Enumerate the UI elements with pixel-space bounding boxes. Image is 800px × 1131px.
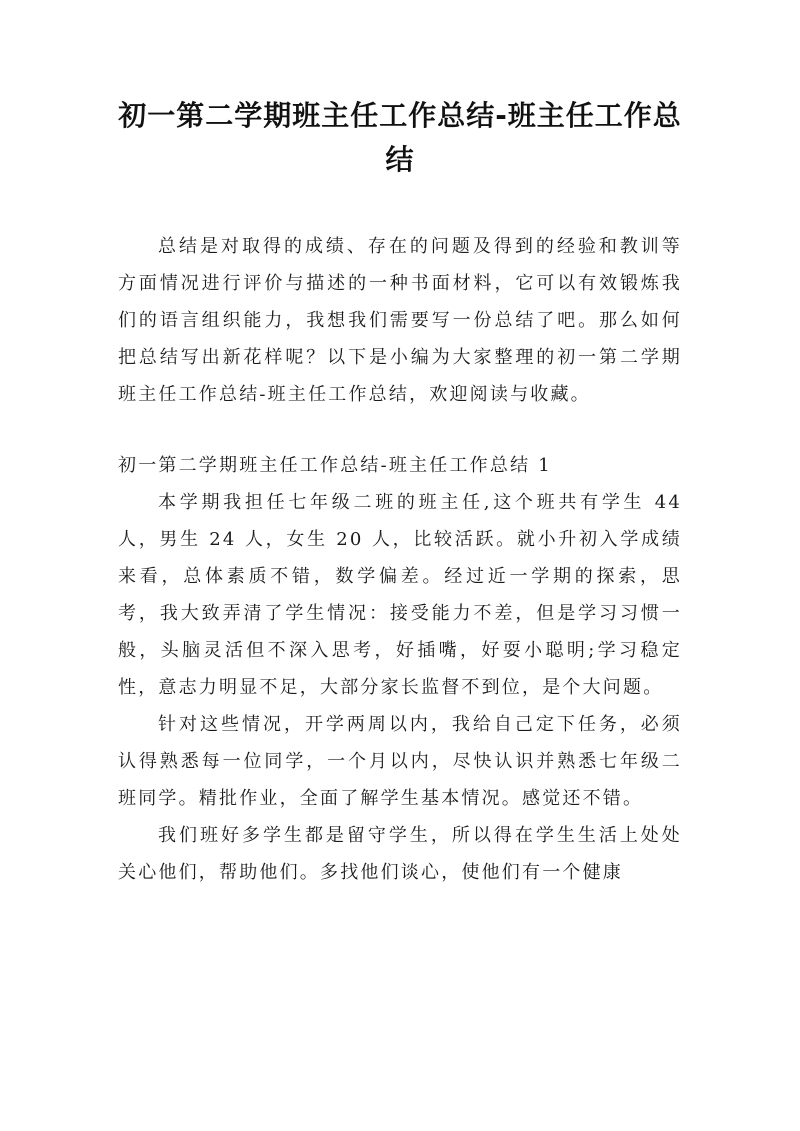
section-heading: 初一第二学期班主任工作总结-班主任工作总结 1 bbox=[118, 455, 552, 476]
document-title: 初一第二学期班主任工作总结-班主任工作总结 bbox=[118, 99, 682, 176]
body-paragraph-2: 针对这些情况，开学两周以内，我给自己定下任务，必须认得熟悉每一位同学，一个月以内，尽快认识并熟悉七年级二班同学。精批作业，全面了解学生基本情况。感觉还不错。 bbox=[118, 714, 682, 809]
body-paragraph-3: 我们班好多学生都是留守学生，所以得在学生生活上处处关心他们，帮助他们。多找他们谈心，使他们有一个健康 bbox=[118, 825, 682, 883]
intro-section bbox=[118, 228, 682, 413]
body-section bbox=[118, 484, 682, 891]
body-paragraph-1: 本学期我担任七年级二班的班主任,这个班共有学生 44 人，男生 24 人，女生 20 人，比较活跃。就小升初入学成绩来看，总体素质不错，数学偏差。经过近一学期的探索，思考，我大致弄清了学生情况：接受能力不差，但是学习习惯一般，头脑灵活但不深入思考，好插嘴，好耍小聪明;学习稳定性，意志力明显不足，大部分家长监督不到位，是个大问题。 bbox=[118, 492, 682, 698]
intro-paragraph: 总结是对取得的成绩、存在的问题及得到的经验和教训等方面情况进行评价与描述的一种书面材料，它可以有效锻炼我们的语言组织能力，我想我们需要写一份总结了吧。那么如何把总结写出新花样呢？以下是小编为大家整理的初一第二学期班主任工作总结-班主任工作总结，欢迎阅读与收藏。 bbox=[118, 236, 682, 405]
